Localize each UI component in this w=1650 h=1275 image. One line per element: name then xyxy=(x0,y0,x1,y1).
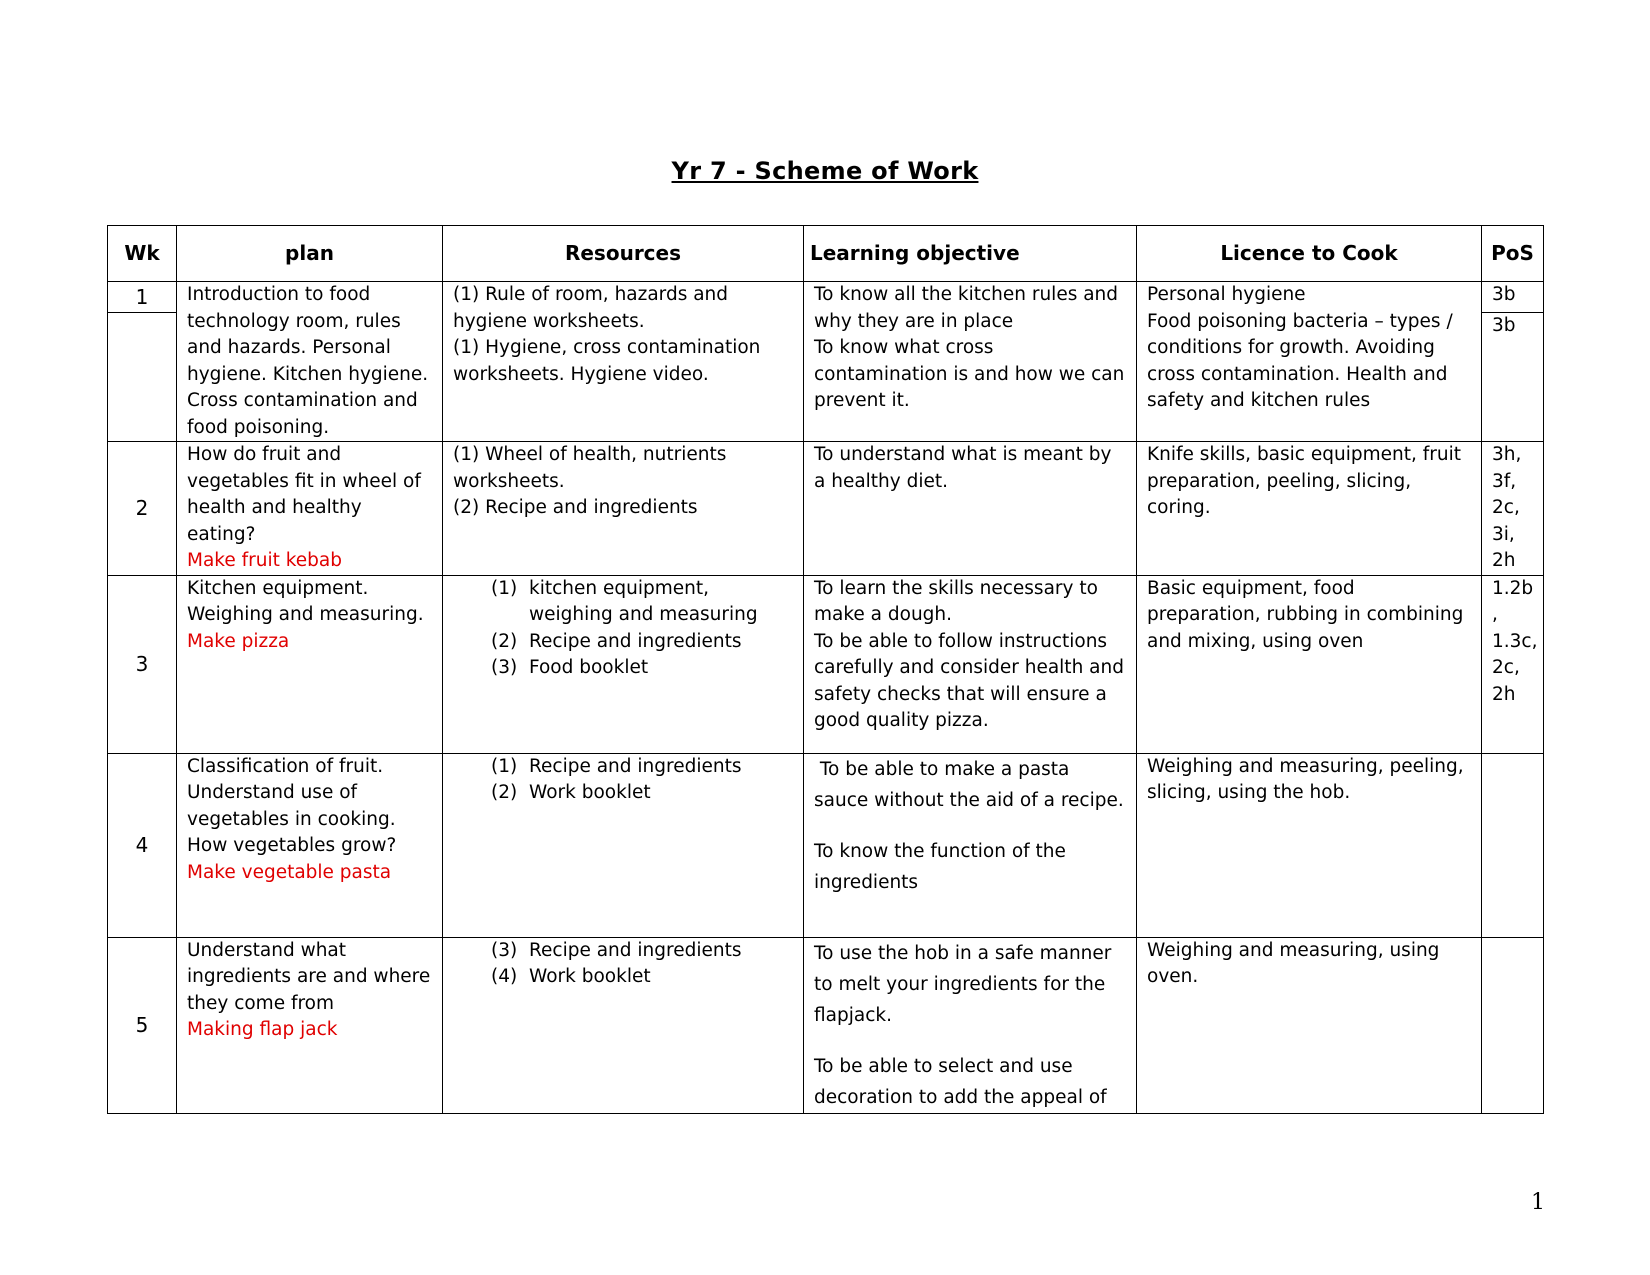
item-number: (1) xyxy=(491,577,518,599)
item-text: Food booklet xyxy=(529,657,649,678)
week-number: 4 xyxy=(108,753,177,937)
plan-text: Understand what ingredients are and where they come from xyxy=(187,939,431,1014)
resources-cell xyxy=(443,575,804,753)
licence-text: Knife skills, basic equipment, fruit preparation, peeling, slicing, coring. xyxy=(1147,444,1461,518)
week-number: 1 xyxy=(108,282,177,313)
header-objective: Learning objective xyxy=(804,226,1137,282)
header-row xyxy=(108,226,1544,282)
licence-text: Personal hygiene xyxy=(1147,284,1306,305)
pos-cell: 1.2b , 1.3c, 2c, 2h xyxy=(1482,575,1544,753)
header-pos: PoS xyxy=(1482,226,1544,282)
licence-text: Weighing and measuring, using oven. xyxy=(1147,939,1440,987)
objective-text: To be able to follow instructions carefully and consider health and safety checks that will ensure a good quality pizza. xyxy=(814,630,1124,731)
item-text: Recipe and ingredients xyxy=(529,630,742,652)
table-row xyxy=(108,937,1544,1113)
plan-cell xyxy=(177,442,443,576)
practical-label: Making flap jack xyxy=(187,1019,338,1040)
week-number: 2 xyxy=(108,442,177,576)
objective-text: To learn the skills necessary to make a dough. xyxy=(814,577,1098,625)
table-row xyxy=(108,282,1544,313)
item-text: Recipe and ingredients xyxy=(529,939,742,961)
plan-text: Classification of fruit. Understand use of vegetables in cooking. How vegetables grow? xyxy=(187,755,397,856)
item-text: kitchen equipment, weighing and measuring xyxy=(529,577,758,625)
page-title: Yr 7 - Scheme of Work xyxy=(671,157,979,185)
item-number: (4) xyxy=(491,966,518,987)
resource-item: (2) Recipe and ingredients xyxy=(453,497,698,518)
licence-cell xyxy=(1137,753,1482,937)
week-number-empty xyxy=(108,312,177,441)
plan-cell xyxy=(177,753,443,937)
practical-label: Make pizza xyxy=(187,630,290,652)
resources-cell xyxy=(443,282,804,442)
licence-cell xyxy=(1137,282,1482,442)
item-text: Work booklet xyxy=(529,966,651,987)
licence-text: Weighing and measuring, peeling, slicing, using the hob. xyxy=(1147,755,1464,803)
plan-cell xyxy=(177,937,443,1113)
licence-cell xyxy=(1137,937,1482,1113)
resource-item xyxy=(453,938,793,965)
objective-cell xyxy=(804,937,1137,1113)
item-text: Work booklet xyxy=(529,782,651,803)
objective-text: To be able to select and use decoration to add the appeal of xyxy=(814,1055,1107,1108)
resource-item xyxy=(453,964,793,991)
item-number: (1) xyxy=(491,755,518,777)
licence-cell xyxy=(1137,442,1482,576)
pos-cell xyxy=(1482,753,1544,937)
scheme-table xyxy=(107,225,1544,1114)
page-number: 1 xyxy=(1531,1190,1545,1215)
licence-text: Food poisoning bacteria – types / conditions for growth. Avoiding cross contamination. Health and safety and kitchen rules xyxy=(1147,310,1453,411)
licence-cell xyxy=(1137,575,1482,753)
resource-item: (1) Wheel of health, nutrients worksheets. xyxy=(453,444,727,492)
plan-cell xyxy=(177,282,443,442)
resource-item: (1) Hygiene, cross contamination worksheets. Hygiene video. xyxy=(453,337,761,385)
licence-text: Basic equipment, food preparation, rubbing in combining and mixing, using oven xyxy=(1147,577,1464,652)
objective-cell xyxy=(804,282,1137,442)
item-number: (3) xyxy=(491,657,518,678)
resource-list xyxy=(453,754,793,807)
objective-text: To know what cross contamination is and how we can prevent it. xyxy=(814,337,1125,411)
plan-cell xyxy=(177,575,443,753)
objective-text: To use the hob in a safe manner to melt your ingredients for the flapjack. xyxy=(814,942,1112,1026)
header-plan: plan xyxy=(177,226,443,282)
header-licence: Licence to Cook xyxy=(1137,226,1482,282)
item-number: (2) xyxy=(491,782,518,803)
objective-text: To know the function of the ingredients xyxy=(814,840,1066,893)
practical-label: Make fruit kebab xyxy=(187,550,342,571)
resources-cell xyxy=(443,753,804,937)
table-row xyxy=(108,575,1544,753)
resource-item: (1) Rule of room, hazards and hygiene worksheets. xyxy=(453,284,729,332)
resource-item xyxy=(453,655,793,682)
pos-cell: 3b xyxy=(1482,312,1544,441)
practical-label: Make vegetable pasta xyxy=(187,861,392,883)
item-number: (3) xyxy=(491,939,518,961)
plan-text: Introduction to food technology room, rules and hazards. Personal hygiene. Kitchen hygiene. Cross contamination and food poisoning. xyxy=(187,284,429,438)
header-resources: Resources xyxy=(443,226,804,282)
resource-list xyxy=(453,576,793,682)
objective-cell xyxy=(804,442,1137,576)
resource-item xyxy=(453,780,793,807)
item-number: (2) xyxy=(491,630,518,652)
objective-text: To understand what is meant by a healthy diet. xyxy=(814,444,1112,492)
header-wk: Wk xyxy=(108,226,177,282)
pos-cell xyxy=(1482,937,1544,1113)
week-number: 3 xyxy=(108,575,177,753)
plan-text: How do fruit and vegetables fit in wheel of health and healthy eating? xyxy=(187,444,421,545)
pos-cell: 3b xyxy=(1482,282,1544,313)
pos-cell: 3h, 3f, 2c, 3i, 2h xyxy=(1482,442,1544,576)
table-row xyxy=(108,753,1544,937)
resource-item xyxy=(453,576,793,629)
table-row xyxy=(108,442,1544,576)
objective-text: To know all the kitchen rules and why they are in place xyxy=(814,284,1119,332)
objective-text: To be able to make a pasta sauce without the aid of a recipe. xyxy=(814,758,1124,811)
item-text: Recipe and ingredients xyxy=(529,755,742,777)
resources-cell xyxy=(443,442,804,576)
resource-list xyxy=(453,938,793,991)
plan-text: Kitchen equipment. Weighing and measuring. xyxy=(187,577,424,625)
objective-cell xyxy=(804,575,1137,753)
resource-item xyxy=(453,629,793,656)
resource-item xyxy=(453,754,793,781)
resources-cell xyxy=(443,937,804,1113)
objective-cell xyxy=(804,753,1137,937)
week-number: 5 xyxy=(108,937,177,1113)
